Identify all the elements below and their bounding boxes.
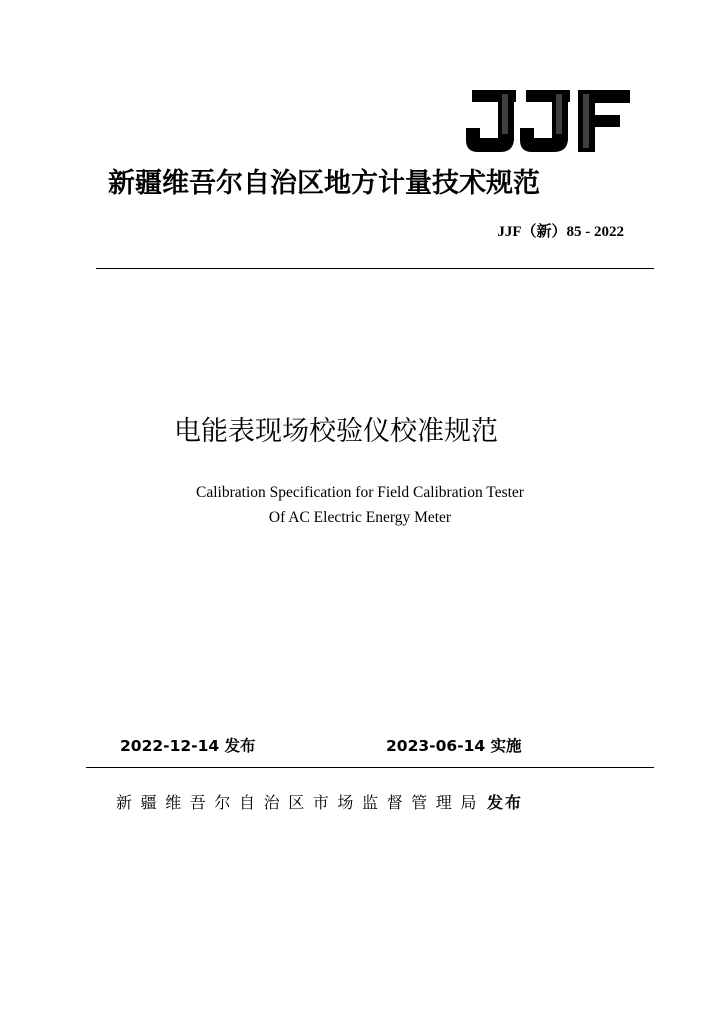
logo-letter-j-2: [520, 90, 570, 152]
issuer-line: [116, 790, 523, 816]
standard-number: JJF（新）85 - 2022: [497, 224, 624, 240]
issuer-suffix: 发布: [487, 793, 524, 812]
document-title-en: [150, 480, 570, 530]
jjf-logo: [462, 88, 632, 154]
dates-row: [0, 734, 724, 760]
document-title-en-line1: Calibration Specification for Field Calibration Tester: [196, 484, 524, 501]
effective-date: 2023-06-14 实施: [386, 737, 522, 755]
issuer-name: 新疆维吾尔自治区市场监督管理局: [116, 793, 486, 812]
document-title-zh: 电能表现场校验仪校准规范: [174, 416, 498, 447]
publish-date: 2022-12-14 发布: [120, 737, 256, 755]
bottom-divider: [86, 767, 654, 768]
logo-letter-f: [578, 90, 630, 152]
top-divider: [96, 268, 654, 269]
standard-type-heading: 新疆维吾尔自治区地方计量技术规范: [108, 168, 540, 199]
logo-letter-j-1: [466, 90, 516, 152]
jjf-logo-graphic: [462, 88, 632, 154]
document-title-en-line2: Of AC Electric Energy Meter: [268, 509, 452, 526]
